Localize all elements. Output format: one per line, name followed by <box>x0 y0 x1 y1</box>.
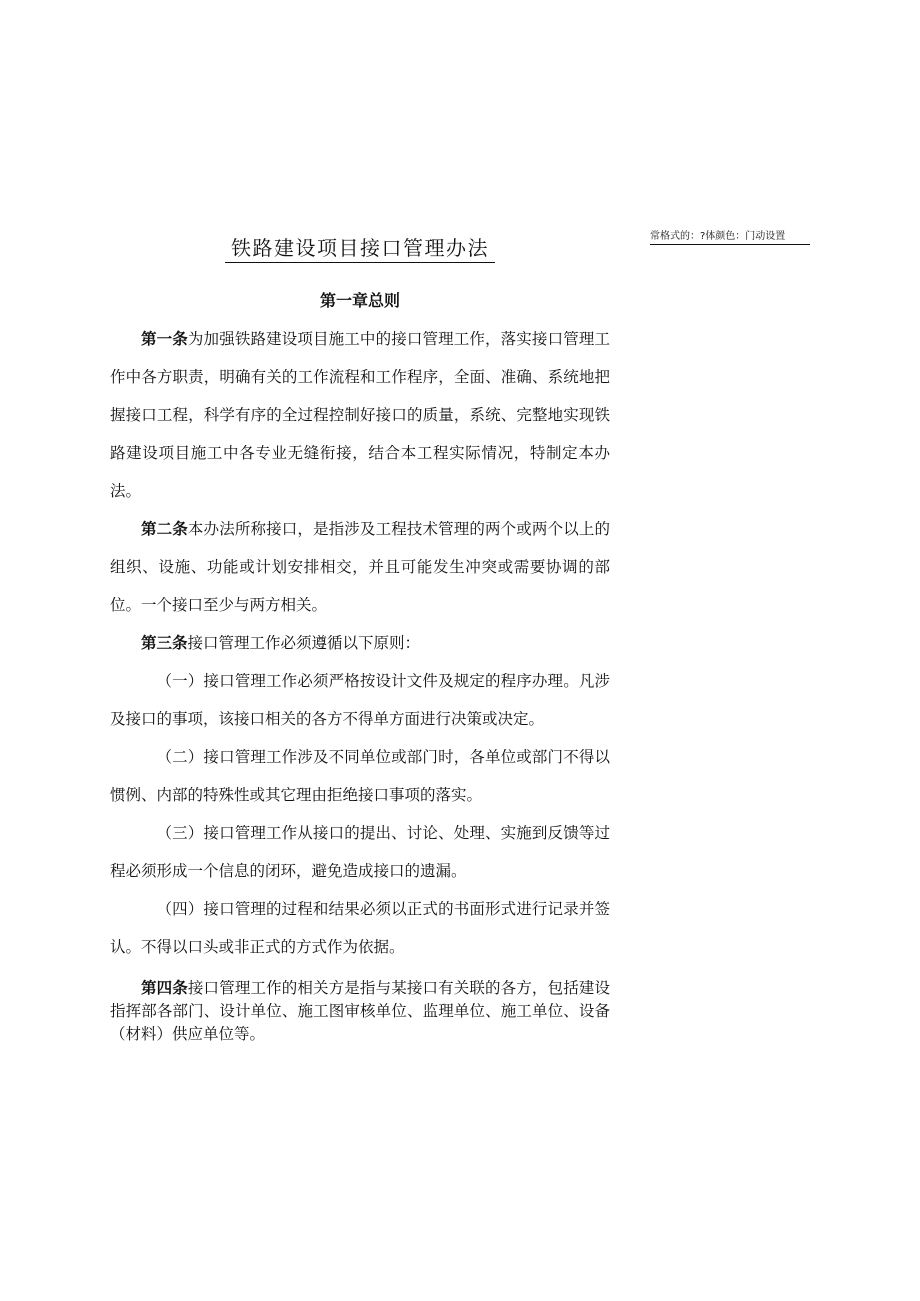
margin-comment: 常格式的：?体颜色：门动设置 <box>650 230 810 245</box>
chapter-heading: 第一章总则 <box>319 291 400 310</box>
article-text: 为加强铁路建设项目施工中的接口管理工作，落实接口管理工作中各方职责，明确有关的工作流程和工作程序，全面、准确、系统地把握接口工程，科学有序的全过程控制好接口的质量，系统、完整地实现铁路建设项目施工中各专业无缝衔接，结合本工程实际情况，特制定本办法。 <box>110 330 610 500</box>
principle-3 <box>110 814 610 890</box>
principle-2 <box>110 738 610 814</box>
principle-text: （一）接口管理工作必须严格按设计文件及规定的程序办理。凡涉及接口的事项，该接口相关的各方不得单方面进行决策或决定。 <box>110 672 610 728</box>
article-label: 第一条 <box>141 329 188 348</box>
principle-text: （二）接口管理工作涉及不同单位或部门时，各单位或部门不得以惯例、内部的特殊性或其它理由拒绝接口事项的落实。 <box>110 748 610 804</box>
principle-text: （四）接口管理的过程和结果必须以正式的书面形式进行记录并签认。不得以口头或非正式的方式作为依据。 <box>110 900 610 956</box>
article-4 <box>110 976 610 1046</box>
article-label: 第二条 <box>141 519 188 538</box>
principle-text: （三）接口管理工作从接口的提出、讨论、处理、实施到反馈等过程必须形成一个信息的闭环，避免造成接口的遗漏。 <box>110 824 610 880</box>
article-text: 接口管理工作的相关方是指与某接口有关联的各方，包括建设指挥部各部门、设计单位、施工图审核单位、监理单位、施工单位、设备（材料）供应单位等。 <box>110 979 610 1043</box>
article-3 <box>110 624 610 662</box>
principle-4 <box>110 890 610 966</box>
article-text: 接口管理工作必须遵循以下原则： <box>187 634 421 652</box>
article-text: 本办法所称接口，是指涉及工程技术管理的两个或两个以上的组织、设施、功能或计划安排相交，并且可能发生冲突或需要协调的部位。一个接口至少与两方相关。 <box>110 520 610 614</box>
principle-1 <box>110 662 610 738</box>
document-body <box>110 320 610 1046</box>
article-label: 第四条 <box>141 978 188 997</box>
article-label: 第三条 <box>141 633 188 652</box>
document-title: 铁路建设项目接口管理办法 <box>225 234 495 263</box>
article-2 <box>110 510 610 624</box>
article-1 <box>110 320 610 510</box>
